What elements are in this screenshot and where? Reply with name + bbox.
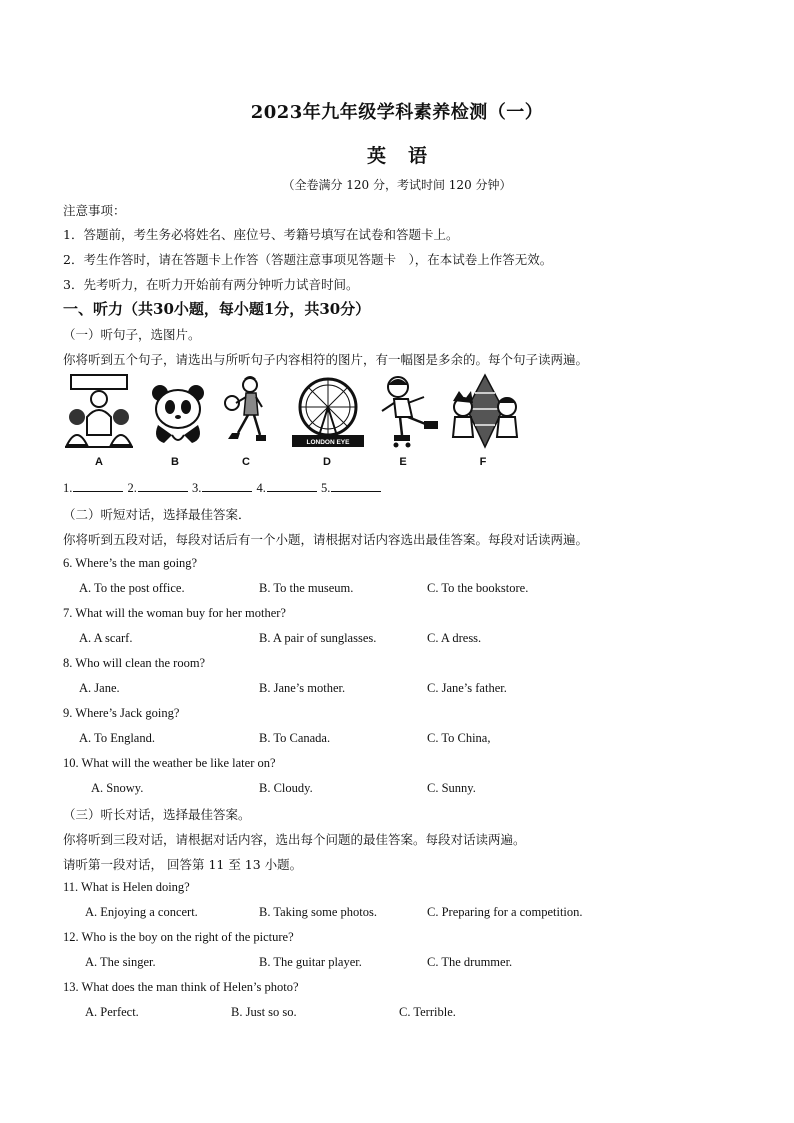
option-9c[interactable]: C. To China, [427, 731, 491, 745]
part3-heading: （三）听长对话，选择最佳答案。 [63, 807, 251, 822]
blank-number-4: 4. [256, 481, 266, 495]
question-11: 11. What is Helen doing? [63, 880, 190, 894]
option-7c[interactable]: C. A dress. [427, 631, 482, 645]
question-8: 8. Who will clean the room? [63, 656, 206, 670]
option-9b[interactable]: B. To Canada. [259, 731, 331, 745]
question-9: 9. Where’s Jack going? [63, 706, 180, 720]
option-7a[interactable]: A. A scarf. [79, 631, 133, 645]
picture-label-f: F [479, 456, 487, 468]
answer-blank-5[interactable] [331, 480, 381, 492]
note-item-2: 2．考生作答时，请在答题卡上作答（答题注意事项见答题卡 ），在本试卷上作答无效。 [63, 252, 553, 267]
option-11c[interactable]: C. Preparing for a competition. [427, 905, 583, 919]
note-item-3: 3．先考听力，在听力开始前有两分钟听力试音时间。 [63, 277, 359, 292]
part1-instruction: 你将听到五个句子，请选出与所听句子内容相符的图片，有一幅图是多余的。每个句子读两遍。 [63, 352, 589, 367]
part3-sub-instruction: 请听第一段对话， 回答第 11 至 13 小题。 [63, 857, 303, 872]
part2-heading: （二）听短对话，选择最佳答案． [63, 507, 251, 522]
part3-instruction: 你将听到三段对话，请根据对话内容，选出每个问题的最佳答案。每段对话读两遍。 [63, 832, 526, 847]
option-11a[interactable]: A. Enjoying a concert. [85, 905, 198, 919]
option-12a[interactable]: A. The singer. [85, 955, 156, 969]
option-13c[interactable]: C. Terrible. [399, 1005, 456, 1019]
london-eye-icon [288, 373, 360, 451]
option-10b[interactable]: B. Cloudy. [259, 781, 313, 795]
option-8c[interactable]: C. Jane’s father. [427, 681, 507, 695]
family-group-icon [63, 373, 135, 451]
exam-subject: 英语 [366, 145, 449, 167]
roller-skater-icon [372, 373, 444, 451]
score-info: （全卷满分 120 分，考试时间 120 分钟） [282, 178, 512, 192]
note-item-1: 1．答题前，考生务必将姓名、座位号、考籍号填写在试卷和答题卡上。 [63, 227, 459, 242]
question-10: 10. What will the weather be like later on? [63, 756, 276, 770]
question-6: 6. Where’s the man going? [63, 556, 198, 570]
option-6c[interactable]: C. To the bookstore. [427, 581, 529, 595]
option-10a[interactable]: A. Snowy. [91, 781, 144, 795]
option-8a[interactable]: A. Jane. [79, 681, 120, 695]
question-13: 13. What does the man think of Helen’s photo? [63, 980, 299, 994]
answer-blank-4[interactable] [267, 480, 317, 492]
picture-label-e: E [399, 456, 407, 468]
option-13a[interactable]: A. Perfect. [85, 1005, 139, 1019]
london-eye-text: LONDON EYE [306, 439, 350, 446]
blank-number-1: 1. [63, 481, 73, 495]
notes-heading: 注意事项： [63, 203, 126, 218]
answer-blanks [63, 480, 382, 496]
option-11b[interactable]: B. Taking some photos. [259, 905, 377, 919]
option-6a[interactable]: A. To the post office. [79, 581, 185, 595]
part2-instruction: 你将听到五段对话，每段对话后有一个小题，请根据对话内容选出最佳答案。每段对话读两遍。 [63, 532, 589, 547]
picture-label-d: D [323, 456, 331, 468]
option-7b[interactable]: B. A pair of sunglasses. [259, 631, 377, 645]
section-title-listening: 一、听力（共30小题，每小题1分，共30分） [63, 300, 371, 318]
blank-number-3: 3. [192, 481, 202, 495]
panda-icon [142, 373, 214, 451]
answer-blank-2[interactable] [138, 480, 188, 492]
option-12c[interactable]: C. The drummer. [427, 955, 513, 969]
option-8b[interactable]: B. Jane’s mother. [259, 681, 346, 695]
exam-title: 2023年九年级学科素养检测（一） [250, 102, 544, 123]
option-6b[interactable]: B. To the museum. [259, 581, 354, 595]
option-10c[interactable]: C. Sunny. [427, 781, 476, 795]
option-12b[interactable]: B. The guitar player. [259, 955, 362, 969]
part1-heading: （一）听句子，选图片。 [63, 327, 201, 342]
picture-label-c: C [242, 456, 250, 468]
blank-number-2: 2. [127, 481, 137, 495]
basketball-player-icon [210, 373, 282, 451]
question-12: 12. Who is the boy on the right of the picture? [63, 930, 294, 944]
picture-label-a: A [95, 456, 103, 468]
option-13b[interactable]: B. Just so so. [231, 1005, 297, 1019]
answer-blank-3[interactable] [202, 480, 252, 492]
blank-number-5: 5. [321, 481, 331, 495]
dancing-kids-icon [445, 373, 525, 451]
option-9a[interactable]: A. To England. [79, 731, 155, 745]
question-7: 7. What will the woman buy for her mother? [63, 606, 286, 620]
answer-blank-1[interactable] [73, 480, 123, 492]
picture-label-b: B [171, 456, 179, 468]
